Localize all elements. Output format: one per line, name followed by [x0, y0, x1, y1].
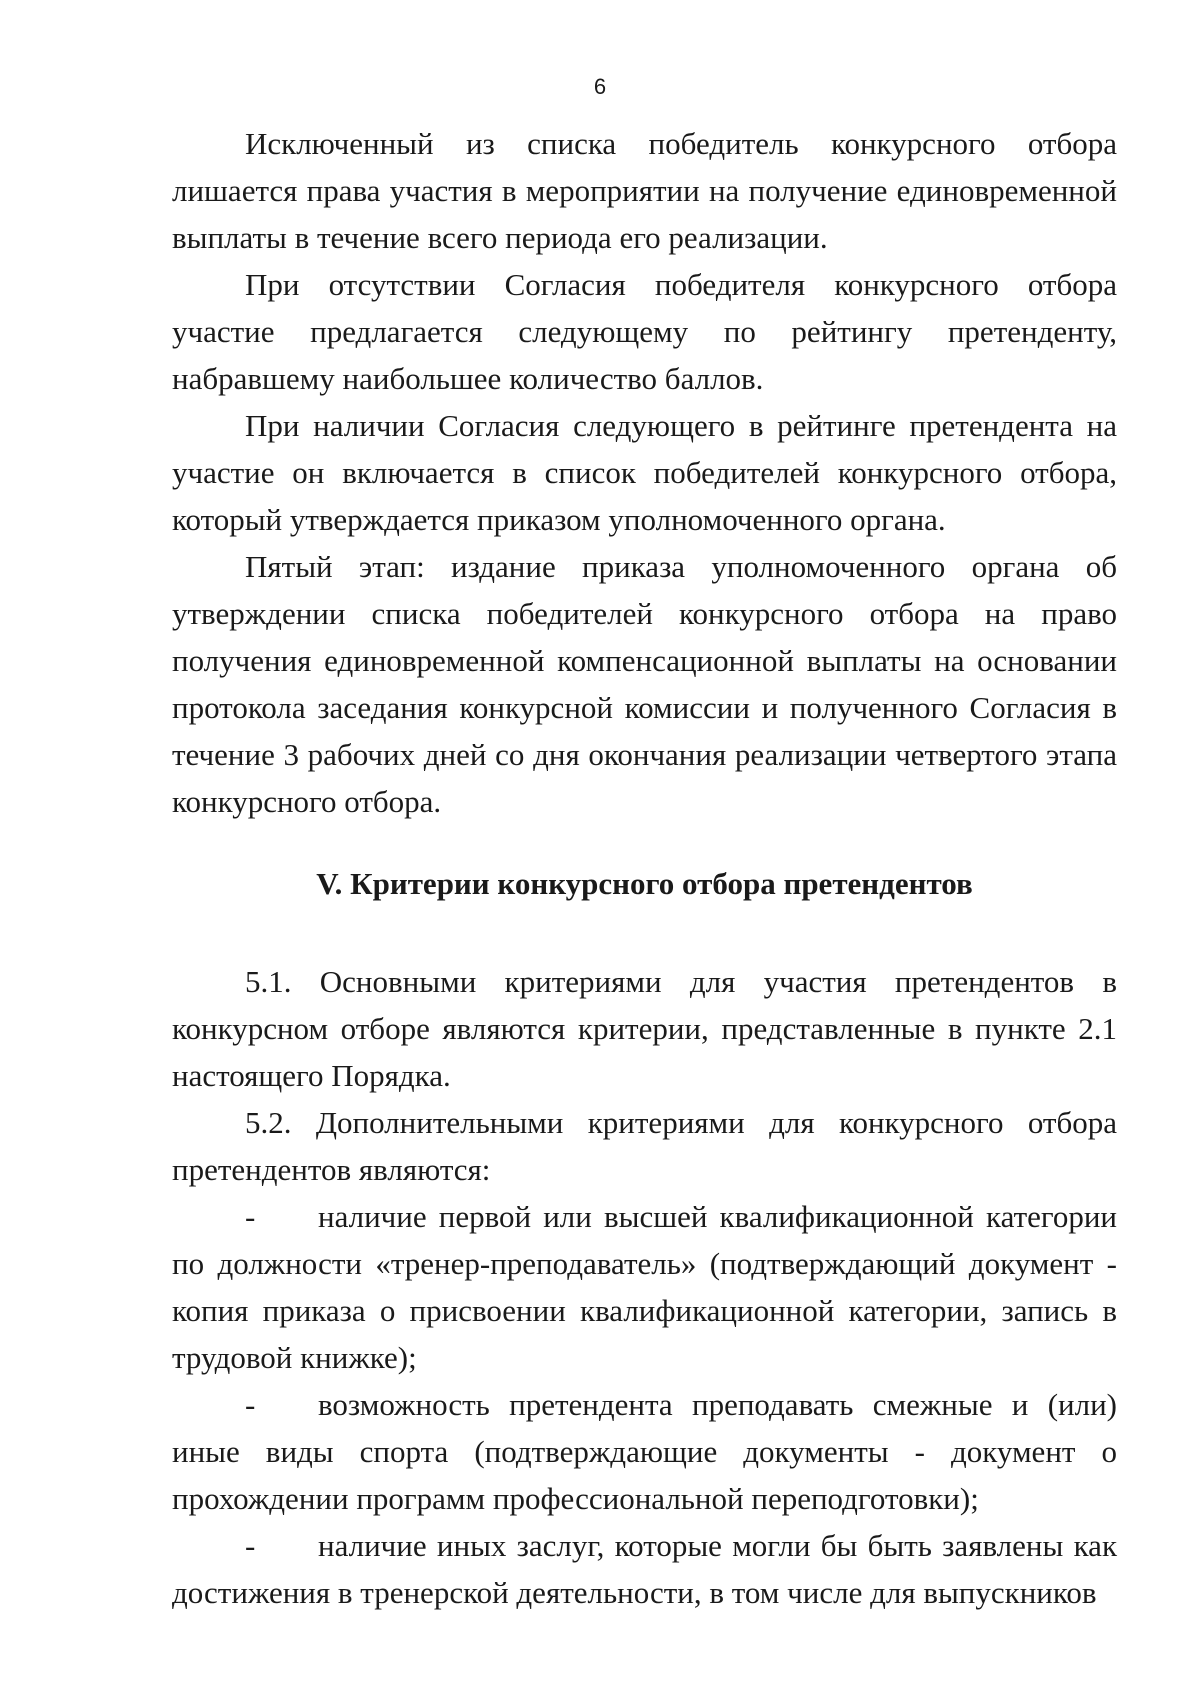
- list-item-text: возможность претендента преподавать смежные и (или) иные виды спорта (подтверждающие документы - документ о прохождении программ профессиональной переподготовки);: [172, 1387, 1117, 1516]
- section-heading: V. Критерии конкурсного отбора претендентов: [316, 866, 973, 901]
- body-text-bottom: [172, 958, 1117, 1616]
- list-item: [172, 1381, 1117, 1522]
- list-item-text: наличие первой или высшей квалификационной категории по должности «тренер-преподаватель» (подтверждающий документ - копия приказа о присвоении квалификационной категории, запись в трудовой книжке);: [172, 1199, 1117, 1375]
- list-item: [172, 1522, 1117, 1616]
- paragraph-excluded-winner: Исключенный из списка победитель конкурсного отбора лишается права участия в мероприятии на получение единовременной выплаты в течение всего периода его реализации.: [172, 126, 1117, 255]
- dash-marker: -: [245, 1199, 256, 1234]
- paragraph-5-2: 5.2. Дополнительными критериями для конкурсного отбора претендентов являются:: [172, 1105, 1117, 1187]
- dash-marker: -: [245, 1528, 256, 1563]
- paragraph-fifth-stage: Пятый этап: издание приказа уполномоченного органа об утверждении списка победителей конкурсного отбора на право получения единовременной компенсационной выплаты на основании протокола заседания конкурсной комиссии и полученного Согласия в течение 3 рабочих дней со дня окончания реализации четвертого этапа конкурсного отбора.: [172, 549, 1117, 819]
- list-item-text: наличие иных заслуг, которые могли бы быть заявлены как достижения в тренерской деятельности, в том числе для выпускников: [172, 1528, 1117, 1610]
- page-number: 6: [593, 74, 607, 99]
- paragraph-with-consent: При наличии Согласия следующего в рейтинге претендента на участие он включается в список победителей конкурсного отбора, который утверждается приказом уполномоченного органа.: [172, 408, 1117, 537]
- dash-marker: -: [245, 1387, 256, 1422]
- paragraph-no-consent: При отсутствии Согласия победителя конкурсного отбора участие предлагается следующему по рейтингу претенденту, набравшему наибольшее количество баллов.: [172, 267, 1117, 396]
- list-item: [172, 1193, 1117, 1381]
- paragraph-5-1: 5.1. Основными критериями для участия претендентов в конкурсном отборе являются критерии, представленные в пункте 2.1 настоящего Порядка.: [172, 964, 1117, 1093]
- body-text-top: [172, 120, 1117, 825]
